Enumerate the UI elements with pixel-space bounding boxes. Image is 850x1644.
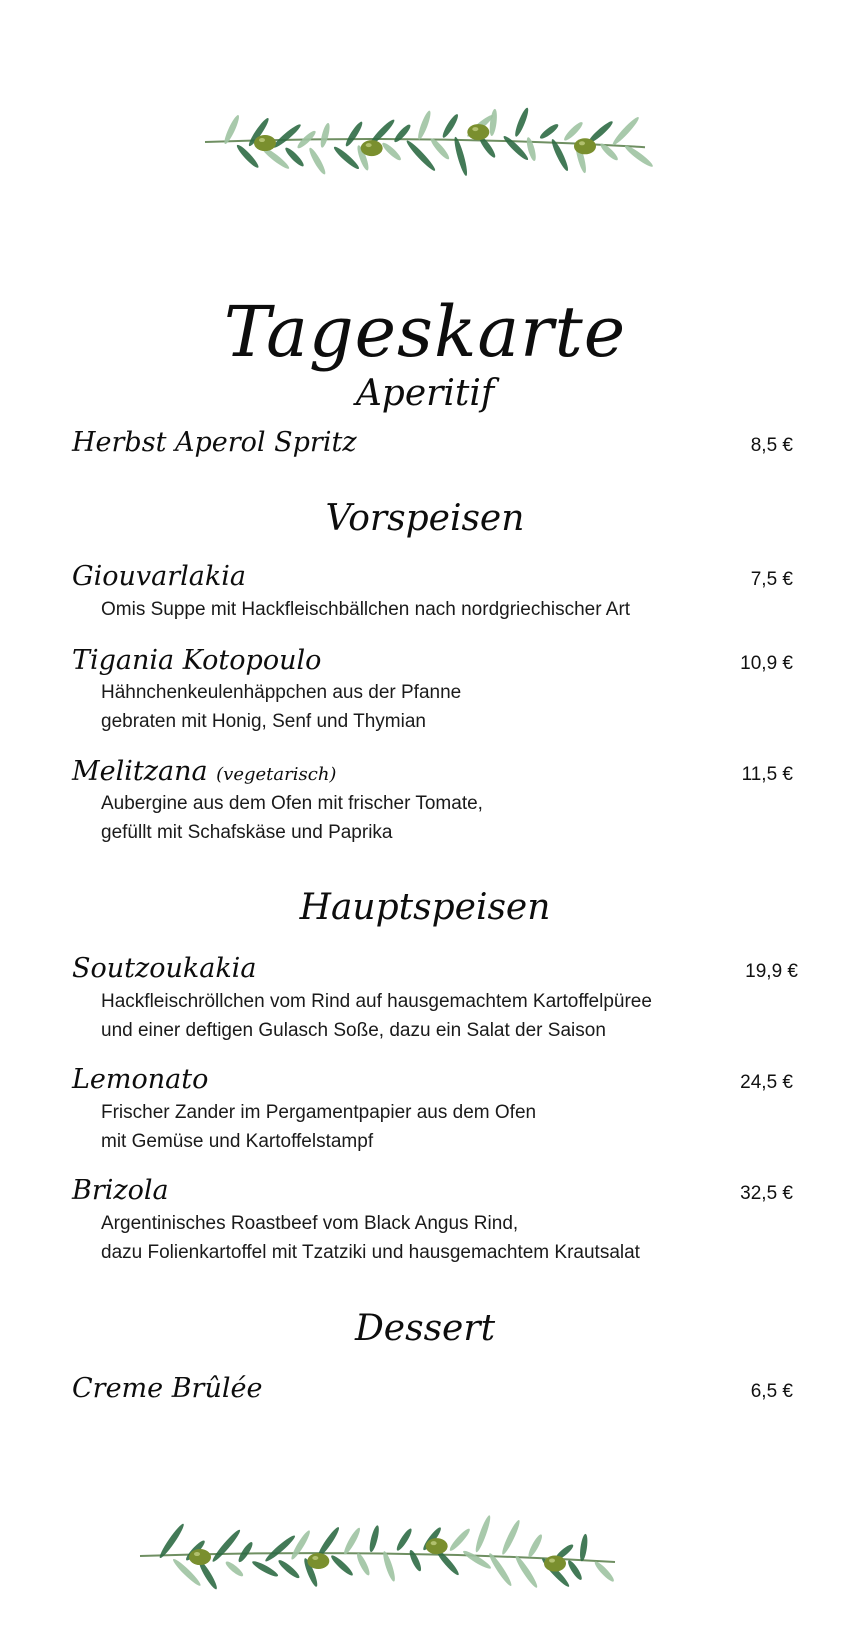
menu-item-price: 6,5 €	[750, 1381, 793, 1402]
olive-branch-icon	[0, 1494, 850, 1634]
section-heading-aperitif: Aperitif	[355, 373, 495, 414]
menu-item-price: 11,5 €	[741, 764, 793, 785]
menu-item-price: 10,9 €	[740, 653, 793, 674]
menu-item-description: Frischer Zander im Pergamentpapier aus dem Ofen	[101, 1102, 537, 1123]
menu-item-price: 8,5 €	[750, 435, 793, 456]
menu-item-description: und einer deftigen Gulasch Soße, dazu ein Salat der Saison	[101, 1020, 606, 1041]
section-heading-hauptspeisen: Hauptspeisen	[299, 887, 551, 928]
section-heading-dessert: Dessert	[354, 1308, 496, 1349]
menu-item-description: Hackfleischröllchen vom Rind auf hausgemachtem Kartoffelpüree	[101, 991, 652, 1012]
menu-item-price: 19,9 €	[745, 961, 798, 982]
menu-item-name: Lemonato	[72, 1064, 209, 1095]
menu-item-name	[72, 755, 336, 792]
menu-item-description: Aubergine aus dem Ofen mit frischer Tomate,	[101, 793, 483, 814]
menu-item-name: Brizola	[72, 1175, 169, 1206]
menu-item-name: Tigania Kotopoulo	[72, 645, 322, 676]
menu-item-name: Soutzoukakia	[72, 953, 257, 984]
menu-item-description: Omis Suppe mit Hackfleischbällchen nach nordgriechischer Art	[101, 599, 631, 620]
menu-item-name-text: Melitzana	[72, 756, 208, 787]
menu-item-name: Herbst Aperol Spritz	[72, 427, 357, 458]
menu-item-description: gefüllt mit Schafskäse und Paprika	[101, 822, 393, 843]
menu-item-description: mit Gemüse und Kartoffelstampf	[101, 1131, 374, 1152]
menu-item-price: 24,5 €	[740, 1072, 793, 1093]
menu-item-price: 32,5 €	[740, 1183, 793, 1204]
menu-item-name: Giouvarlakia	[72, 561, 246, 592]
menu-item-note: (vegetarisch)	[216, 764, 337, 785]
menu-item-description: Hähnchenkeulenhäppchen aus der Pfanne	[101, 682, 462, 703]
menu-item-description: Argentinisches Roastbeef vom Black Angus Rind,	[101, 1213, 519, 1234]
menu-item-description: gebraten mit Honig, Senf und Thymian	[101, 711, 426, 732]
page-title: Tageskarte	[223, 291, 627, 373]
menu-item-name: Creme Brûlée	[72, 1373, 263, 1404]
menu-item-price: 7,5 €	[750, 569, 793, 590]
menu-item-description: dazu Folienkartoffel mit Tzatziki und hausgemachtem Krautsalat	[101, 1242, 640, 1263]
olive-branch-icon	[0, 70, 850, 210]
section-heading-vorspeisen: Vorspeisen	[325, 498, 525, 539]
